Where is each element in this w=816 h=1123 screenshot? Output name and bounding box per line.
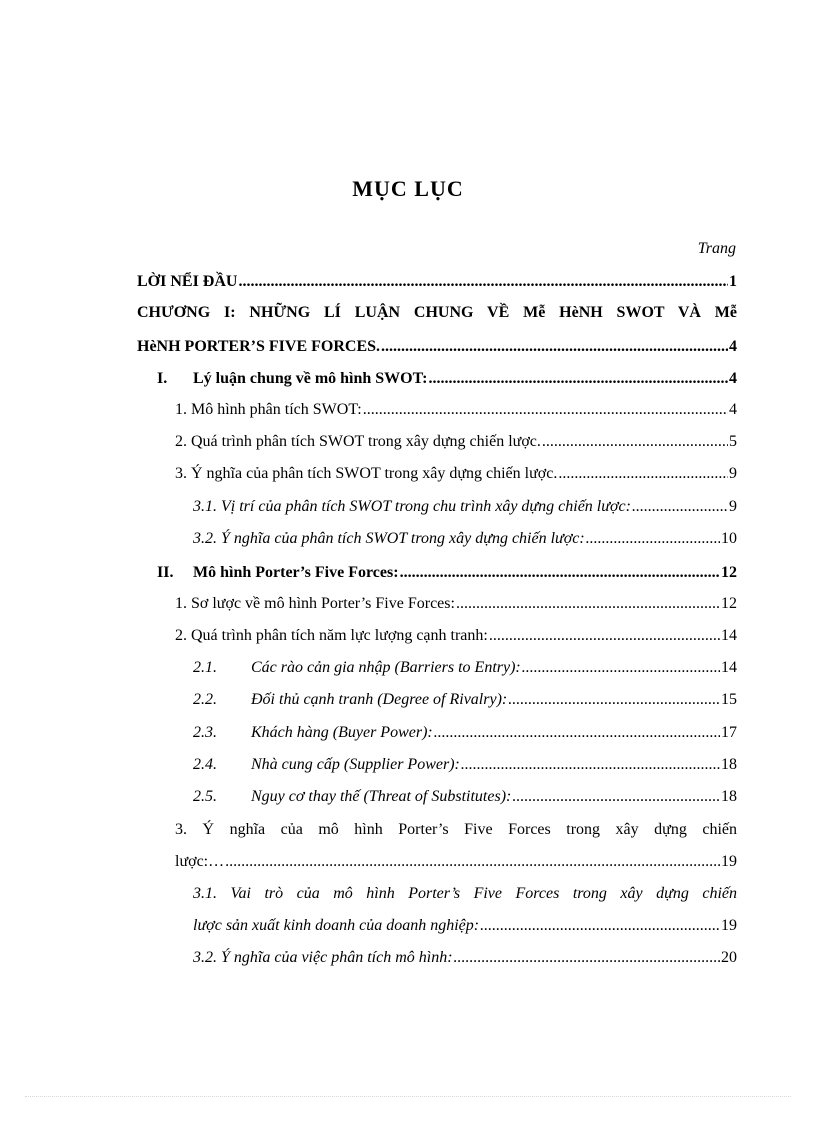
toc-entry-1-3[interactable]: 3. Ý nghĩa của phân tích SWOT trong xây dựng chiến lược. ..... 9 (175, 462, 737, 486)
toc-entry-2-2-4[interactable]: 2.4. Nhà cung cấp (Supplier Power): ..... 18 (193, 753, 737, 777)
page-number: 10 (721, 530, 737, 547)
toc-entry-chapter1-line1[interactable]: CHƯƠNG I: NHỮNG LÍ LUẬN CHUNG VỀ Mễ HèNH SWOT VÀ Mễ (137, 304, 737, 321)
page-number: 19 (721, 917, 737, 934)
page-bottom-divider (25, 1096, 791, 1097)
toc-entry-2-3-2[interactable]: 3.2. Ý nghĩa của việc phân tích mô hình: ..... 20 (193, 946, 737, 970)
toc-entry-2-2-2[interactable]: 2.2. Đối thủ cạnh tranh (Degree of Rivalry): ..... 15 (193, 688, 737, 712)
toc-entry-2-2-5[interactable]: 2.5. Nguy cơ thay thế (Threat of Substitutes): ..... 18 (193, 785, 737, 809)
page-number: 4 (729, 401, 737, 418)
toc-entry-section-i[interactable]: I. Lý luận chung về mô hình SWOT: ..... 4 (157, 367, 737, 391)
page-number: 15 (721, 691, 737, 708)
toc-entry-1-2[interactable]: 2. Quá trình phân tích SWOT trong xây dựng chiến lược. ..... 5 (175, 430, 737, 454)
toc-title: MỤC LỤC (352, 176, 464, 201)
toc-entry-chapter1-line2[interactable]: HèNH PORTER’S FIVE FORCES. ..... 4 (137, 335, 737, 359)
page-number: 9 (729, 465, 737, 482)
page-number: 14 (721, 627, 737, 644)
toc-entry-preface[interactable]: LỜI NỂI ĐẦU ..... 1 (137, 270, 737, 294)
page-number: 14 (721, 659, 737, 676)
toc-entry-1-3-1[interactable]: 3.1. Vị trí của phân tích SWOT trong chu trình xây dựng chiến lược: ..... 9 (193, 495, 737, 519)
page-number: 9 (729, 498, 737, 515)
toc-entry-section-ii[interactable]: II. Mô hình Porter’s Five Forces: ..... 12 (157, 561, 737, 585)
toc-entry-2-3-line1[interactable]: 3. Ý nghĩa của mô hình Porter’s Five Forces trong xây dựng chiến (175, 821, 737, 838)
toc-entry-2-2-3[interactable]: 2.3. Khách hàng (Buyer Power): ..... 17 (193, 721, 737, 745)
page-number: 5 (729, 433, 737, 450)
toc-entry-2-1[interactable]: 1. Sơ lược về mô hình Porter’s Five Forces: ..... 12 (175, 592, 737, 616)
page-number: 18 (721, 788, 737, 805)
toc-entry-1-3-2[interactable]: 3.2. Ý nghĩa của phân tích SWOT trong xây dựng chiến lược: ..... 10 (193, 527, 737, 551)
toc-entry-2-3-1-line2[interactable]: lược sản xuất kinh doanh của doanh nghiệp: ..... 19 (193, 914, 737, 938)
page-number: 17 (721, 724, 737, 741)
page-column-label: Trang (697, 240, 736, 257)
page-number: 12 (721, 595, 737, 612)
page-number: 4 (729, 338, 737, 355)
toc-entry-2-2[interactable]: 2. Quá trình phân tích năm lực lượng cạnh tranh: ..... 14 (175, 624, 737, 648)
page-number: 12 (721, 564, 737, 581)
page-number: 18 (721, 756, 737, 773)
page-number: 4 (729, 370, 737, 387)
page-number: 1 (729, 273, 737, 290)
page-number: 20 (721, 949, 737, 966)
toc-entry-2-3-line2[interactable]: lược:… ..... 19 (175, 850, 737, 874)
page-number: 19 (721, 853, 737, 870)
toc-entry-2-2-1[interactable]: 2.1. Các rào cản gia nhập (Barriers to Entry): ..... 14 (193, 656, 737, 680)
toc-entry-1-1[interactable]: 1. Mô hình phân tích SWOT: ..... 4 (175, 398, 737, 422)
toc-entry-2-3-1-line1[interactable]: 3.1. Vai trò của mô hình Porter’s Five Forces trong xây dựng chiến (193, 885, 737, 902)
